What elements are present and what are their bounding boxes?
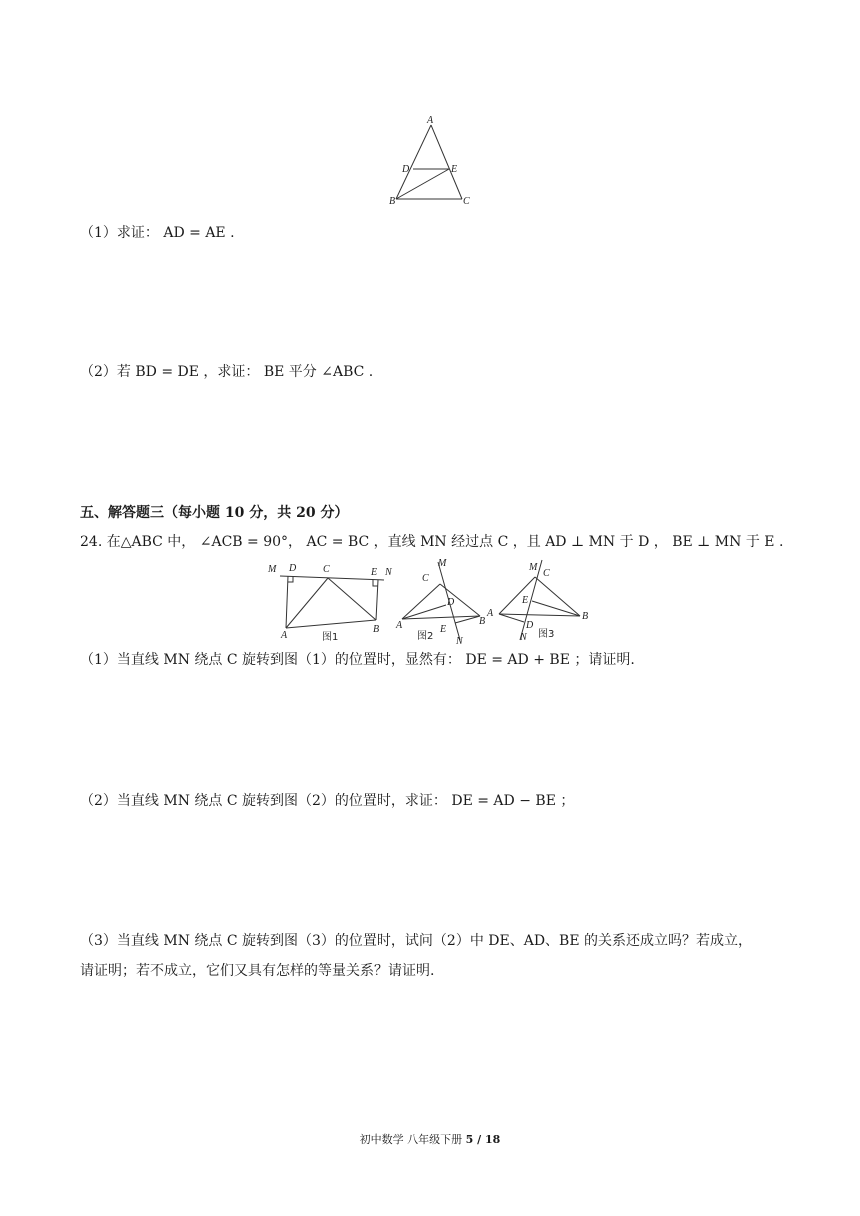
label-A: A bbox=[427, 115, 434, 126]
fig3-N: N bbox=[520, 632, 527, 643]
fig3-E: E bbox=[522, 595, 529, 606]
fig1-C: C bbox=[323, 564, 330, 575]
triangle-figure bbox=[380, 112, 480, 212]
fig2-caption: 图2 bbox=[417, 631, 434, 642]
fig3-M: M bbox=[529, 562, 538, 573]
fig2-B: B bbox=[479, 616, 486, 627]
q23-part2: （2）若 BD = DE ，求证： BE 平分 ∠ABC . bbox=[80, 364, 374, 380]
q23-part1: （1）求证： AD = AE . bbox=[80, 225, 235, 241]
fig1-M: M bbox=[268, 564, 277, 575]
fig1-A: A bbox=[281, 630, 288, 641]
q24-part1: （1）当直线 MN 绕点 C 旋转到图（1）的位置时，显然有： DE = AD + BE ；请证明. bbox=[80, 652, 635, 668]
label-C: C bbox=[463, 196, 470, 207]
fig2-C: C bbox=[422, 573, 429, 584]
fig3-A: A bbox=[487, 608, 494, 619]
fig1-caption: 图1 bbox=[322, 632, 339, 643]
label-E: E bbox=[451, 164, 458, 175]
fig2-E: E bbox=[440, 624, 447, 635]
fig1-N: N bbox=[385, 567, 392, 578]
fig1-B: B bbox=[373, 624, 380, 635]
figure-1 bbox=[262, 558, 398, 644]
fig2-M: M bbox=[438, 558, 447, 569]
fig1-E: E bbox=[371, 567, 378, 578]
fig1-D: D bbox=[289, 563, 297, 574]
page-number: 5 / 18 bbox=[465, 1133, 501, 1146]
fig3-D: D bbox=[526, 620, 534, 631]
fig2-D: D bbox=[447, 597, 455, 608]
fig3-B: B bbox=[582, 611, 589, 622]
page-footer bbox=[0, 1131, 860, 1147]
figure-3 bbox=[486, 556, 594, 646]
q24-part3-line2: 请证明；若不成立，它们又具有怎样的等量关系？请证明. bbox=[80, 963, 435, 979]
q24-stem: 24. 在△ABC 中， ∠ACB = 90°， AC = BC ，直线 MN 经过点 C ，且 AD ⊥ MN 于 D ， BE ⊥ MN 于 E . bbox=[80, 534, 784, 550]
q24-part3-line1: （3）当直线 MN 绕点 C 旋转到图（3）的位置时，试问（2）中 DE、AD、BE 的关系还成立吗？若成立， bbox=[80, 933, 753, 949]
label-D: D bbox=[402, 164, 410, 175]
footer-text: 初中数学 八年级下册 bbox=[359, 1133, 466, 1146]
label-B: B bbox=[389, 196, 396, 207]
section-heading: 五、解答题三（每小题 10 分，共 20 分） bbox=[80, 505, 349, 521]
fig2-N: N bbox=[456, 636, 463, 647]
figure-2 bbox=[394, 556, 500, 648]
q24-part2: （2）当直线 MN 绕点 C 旋转到图（2）的位置时，求证： DE = AD − BE ； bbox=[80, 793, 575, 809]
fig2-A: A bbox=[396, 620, 403, 631]
fig3-C: C bbox=[543, 568, 550, 579]
fig3-caption: 图3 bbox=[538, 629, 555, 640]
